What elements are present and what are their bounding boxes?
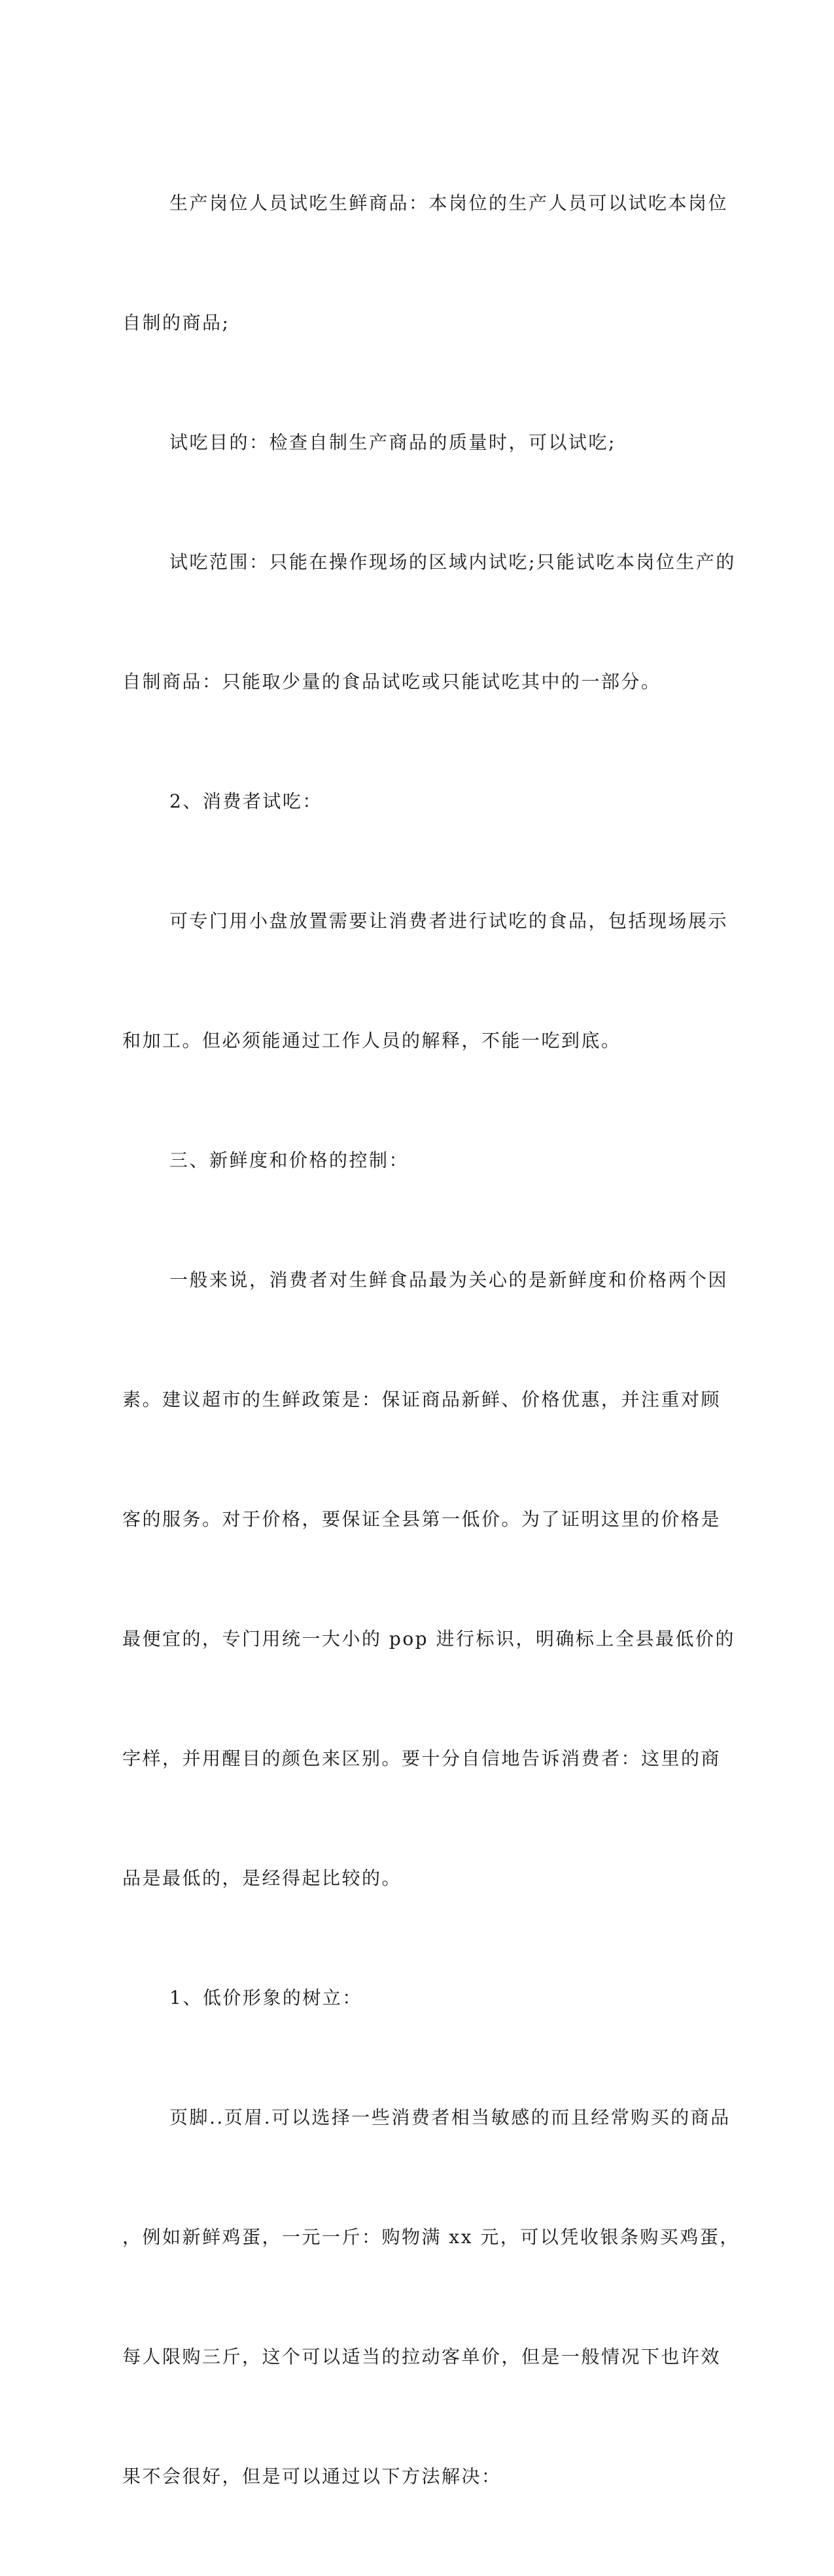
text-line: 品是最低的，是经得起比较的。 (122, 1867, 402, 1889)
text-line: 和加工。但必须能通过工作人员的解释，不能一吃到底。 (122, 1030, 621, 1051)
text-line: 一般来说，消费者对生鲜食品最为关心的是新鲜度和价格两个因 (169, 1269, 729, 1291)
text-line: 生产岗位人员试吃生鲜商品：本岗位的生产人员可以试吃本岗位 (169, 192, 729, 214)
text-line: 客的服务。对于价格，要保证全县第一低价。为了证明这里的价格是 (122, 1508, 721, 1530)
text-line: ，例如新鲜鸡蛋，一元一斤：购物满 xx 元，可以凭收银条购买鸡蛋， (122, 2226, 740, 2248)
text-line: 2、消费者试吃： (169, 790, 322, 812)
text-line: 试吃范围：只能在操作现场的区域内试吃;只能试吃本岗位生产的 (169, 551, 736, 573)
document-body (122, 103, 740, 2576)
text-block (122, 103, 740, 2576)
text-line: 每人限购三斤，这个可以适当的拉动客单价，但是一般情况下也许效 (122, 2346, 721, 2367)
text-line: 1、低价形象的树立： (169, 1987, 362, 2008)
text-line: 可专门用小盘放置需要让消费者进行试吃的食品，包括现场展示 (169, 910, 729, 932)
text-line: 试吃目的：检查自制生产商品的质量时，可以试吃; (169, 432, 616, 453)
text-line: 果不会很好，但是可以通过以下方法解决： (122, 2466, 502, 2487)
text-line: 三、新鲜度和价格的控制： (169, 1149, 409, 1171)
text-line: 字样，并用醒目的颜色来区别。要十分自信地告诉消费者：这里的商 (122, 1748, 721, 1769)
text-line: 页脚..页眉.可以选择一些消费者相当敏感的而且经常购买的商品 (169, 2107, 731, 2128)
text-line: 素。建议超市的生鲜政策是：保证商品新鲜、价格优惠，并注重对顾 (122, 1389, 721, 1410)
text-line: 自制商品：只能取少量的食品试吃或只能试吃其中的一部分。 (122, 671, 661, 692)
text-line: 最便宜的，专门用统一大小的 pop 进行标识，明确标上全县最低价的 (122, 1628, 736, 1650)
text-line: 自制的商品; (122, 312, 230, 333)
